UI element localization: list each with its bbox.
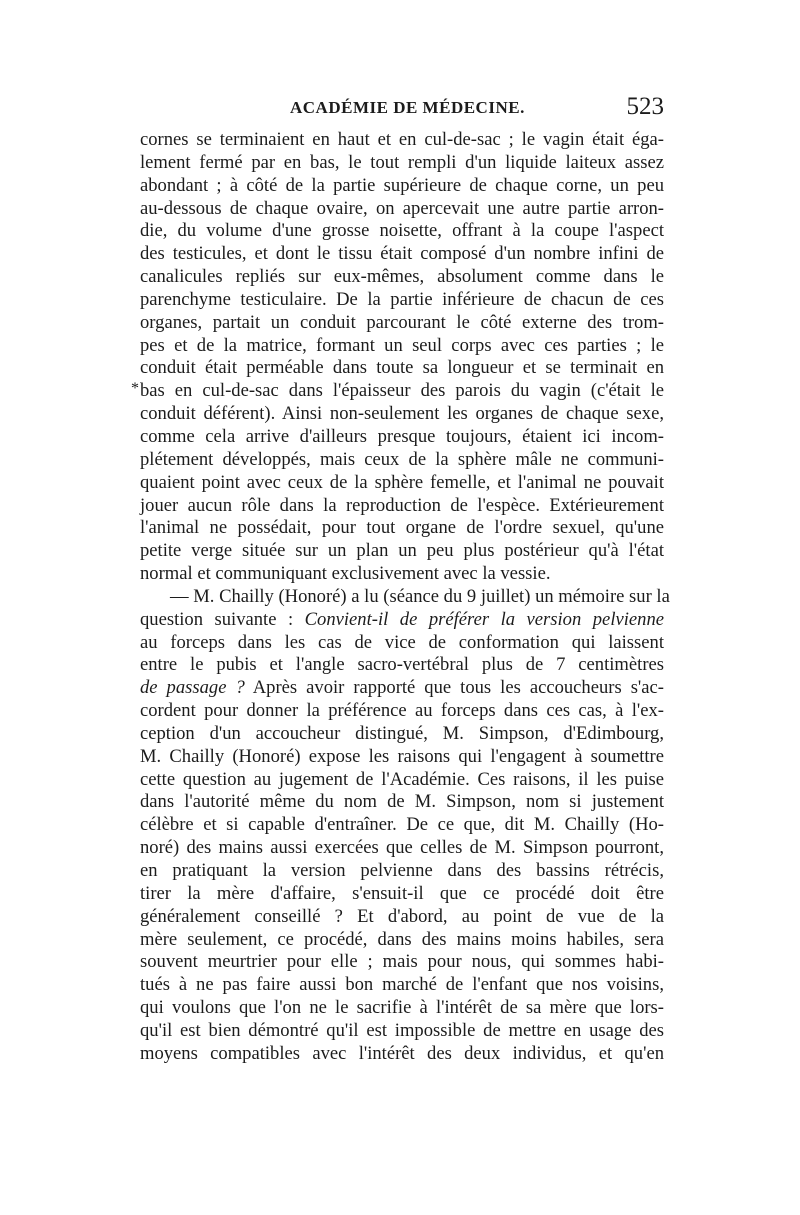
text-line: célèbre et si capable d'entraîner. De ce que, dit M. Chailly (Ho- [140, 814, 664, 836]
text-line: cordent pour donner la préférence au forceps dans ces cas, à l'ex- [140, 700, 664, 722]
text-line: — M. Chailly (Honoré) a lu (séance du 9 juillet) un mémoire sur la [170, 585, 670, 607]
text-line: cornes se terminaient en haut et en cul-de-sac ; le vagin était éga- [140, 129, 664, 150]
italic-title-run: de passage ? [140, 677, 245, 699]
italic-title-line: entre le pubis et l'angle sacro-vertébral plus de 7 centimètres [140, 654, 664, 676]
text-line: tués à ne pas faire aussi bon marché de l'enfant que nos voisins, [140, 974, 664, 996]
text-line-mixed [140, 609, 664, 632]
text-line: die, du volume d'une grosse noisette, offrant à la coupe l'aspect [140, 220, 664, 242]
text-line: petite verge située sur un plan un peu plus postérieur qu'à l'état [140, 540, 664, 562]
text-line: quaient point avec ceux de la sphère femelle, et l'animal ne pouvait [140, 471, 664, 493]
text-line: jouer aucun rôle dans la reproduction de l'espèce. Extérieurement [140, 494, 664, 516]
text-line: qu'il est bien démontré qu'il est impossible de mettre en usage des [140, 1019, 664, 1041]
text-line-mixed [140, 677, 664, 700]
text-line: plétement développés, mais ceux de la sphère mâle ne communi- [140, 448, 664, 470]
margin-asterisk: * [131, 380, 139, 397]
running-title: ACADÉMIE DE MÉDECINE. [290, 98, 525, 117]
text-line: M. Chailly (Honoré) expose les raisons qui l'engagent à soumettre [140, 745, 664, 767]
text-line: comme cela arrive d'ailleurs presque toujours, étaient ici incom- [140, 425, 664, 447]
text-line: noré) des mains aussi exercées que celles de M. Simpson pourront, [140, 837, 664, 859]
text-line: mère seulement, ce procédé, dans des mains moins habiles, sera [140, 928, 664, 950]
text-line: canalicules repliés sur eux-mêmes, absolument comme dans le [140, 266, 664, 288]
body-text [140, 129, 670, 1066]
text-line: souvent meurtrier pour elle ; mais pour nous, qui sommes habi- [140, 951, 664, 973]
italic-title-line: au forceps dans les cas de vice de conformation qui laissent [140, 631, 664, 653]
text-line: tirer la mère d'affaire, s'ensuit-il que ce procédé doit être [140, 882, 664, 904]
text-line: moyens compatibles avec l'intérêt des deux individus, et qu'en [140, 1042, 664, 1064]
text-line: pes et de la matrice, formant un seul corps avec ces parties ; le [140, 334, 664, 356]
text-line: conduit déférent). Ainsi non-seulement les organes de chaque sexe, [140, 403, 664, 425]
text-line: organes, partait un conduit parcourant le côté externe des trom- [140, 311, 664, 333]
italic-title-run: Convient-il de préférer la version pelvienne [304, 608, 664, 630]
text-run: Après avoir rapporté que tous les accoucheurs s'ac- [244, 677, 664, 699]
text-line: parenchyme testiculaire. De la partie inférieure de chacun de ces [140, 288, 664, 310]
text-run: question suivante : [140, 608, 305, 630]
text-line: l'animal ne possédait, pour tout organe de l'ordre sexuel, qu'une [140, 517, 664, 539]
text-line: conduit était perméable dans toute sa longueur et se terminait en [140, 357, 664, 379]
text-line: normal et communiquant exclusivement avec la vessie. [140, 563, 551, 585]
text-line: en pratiquant la version pelvienne dans des bassins rétrécis, [140, 860, 664, 881]
page-number: 523 [626, 93, 664, 120]
text-line: au-dessous de chaque ovaire, on apercevait une autre partie arron- [140, 197, 664, 219]
text-line: généralement conseillé ? Et d'abord, au point de vue de la [140, 905, 664, 927]
text-line: ception d'un accoucheur distingué, M. Simpson, d'Edimbourg, [140, 722, 664, 744]
page-header [290, 93, 664, 128]
text-line: des testicules, et dont le tissu était composé d'un nombre infini de [140, 243, 664, 265]
text-line: cette question au jugement de l'Académie. Ces raisons, il les puise [140, 768, 664, 790]
text-line: bas en cul-de-sac dans l'épaisseur des parois du vagin (c'était le [140, 380, 664, 402]
text-line: abondant ; à côté de la partie supérieure de chaque corne, un peu [140, 174, 664, 196]
text-line: dans l'autorité même du nom de M. Simpson, nom si justement [140, 791, 664, 813]
text-line: qui voulons que l'on ne le sacrifie à l'intérêt de sa mère que lors- [140, 997, 664, 1019]
text-line: lement fermé par en bas, le tout rempli d'un liquide laiteux assez [140, 151, 664, 173]
